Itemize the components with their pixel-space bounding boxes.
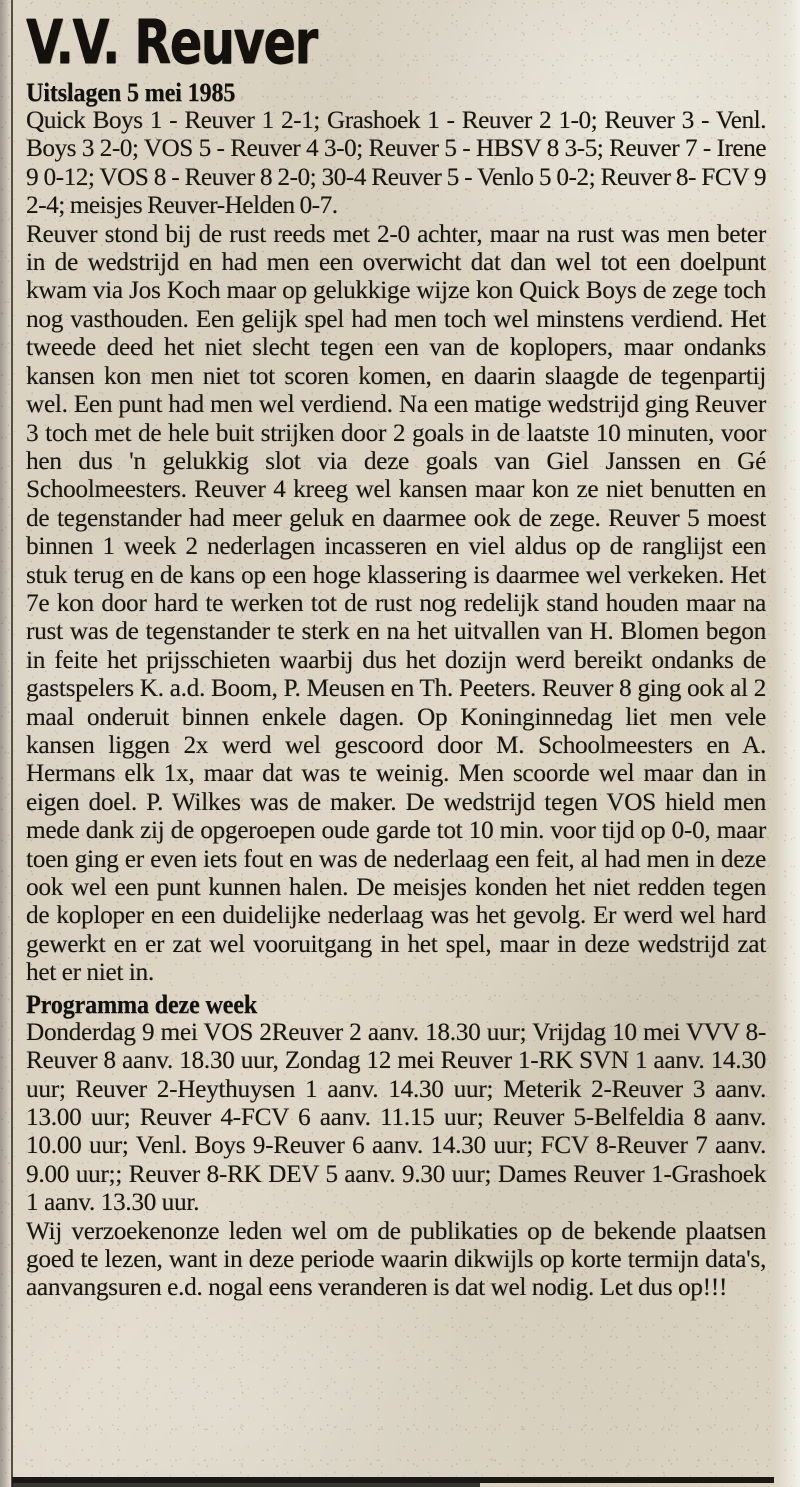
notice-text: Wij verzoekenonze leden wel om de publikaties op de bekende plaatsen goed te lezen, want in deze periode waarin dikwijls op korte termijn data's, aanvangsuren e.d. nogal eens veranderen is dat wel nodig. Let dus op!!! [26, 1217, 766, 1302]
results-heading: Uitslagen 5 mei 1985 [26, 77, 236, 107]
bottom-rule [12, 1477, 774, 1483]
programme-heading: Programma deze week [26, 989, 258, 1019]
bottom-rule-secondary [12, 1483, 480, 1487]
masthead-title: V.V. Reuver [26, 7, 317, 78]
match-report-text: Reuver stond bij de rust reeds met 2-0 achter, maar na rust was men beter in de wedstrijd en had men een overwicht dat dan wel tot een doelpunt kwam via Jos Koch maar op gelukkige wijze kon Quick Boys de zege toch nog vasthouden. Een gelijk spel had men toch wel minstens verdiend. Het tweede deed het niet slecht tegen een van de koplopers, maar ondanks kansen kon men niet tot scoren komen, en daarin slaagde de tegenpartij wel. Een punt had men wel verdiend. Na een matige wedstrijd ging Reuver 3 toch met de hele buit strijken door 2 goals in de laatste 10 minuten, voor hen dus 'n gelukkig slot via deze goals van Giel Janssen en Gé Schoolmeesters. Reuver 4 kreeg wel kansen maar kon ze niet benutten en de tegenstander had meer geluk en daarmee ook de zege. Reuver 5 moest binnen 1 week 2 nederlagen incasseren en viel aldus op de ranglijst een stuk terug en de kans op een hoge klassering is daarmee wel verkeken. Het 7e kon door hard te werken tot de rust nog redelijk stand houden maar na rust was de tegenstander te sterk en na het uitvallen van H. Blomen begon in feite het prijsschieten waarbij dus het dozijn werd bereikt ondanks de gastspelers K. a.d. Boom, P. Meusen en Th. Peeters. Reuver 8 ging ook al 2 maal onderuit binnen enkele dagen. Op Koninginnedag liet men vele kansen liggen 2x werd wel gescoord door M. Schoolmeesters en A. Hermans elk 1x, maar dat was te weinig. Men scoorde wel maar dan in eigen doel. P. Wilkes was de maker. De wedstrijd tegen VOS hield men mede dank zij de opgeroepen oude garde tot 10 min. voor tijd op 0-0, maar toen ging er even iets fout en was de nederlaag een feit, al had men in deze ook wel een punt kunnen halen. De meisjes konden het niet redden tegen de koploper en een duidelijke nederlaag was het gevolg. Er werd wel hard gewerkt en er zat wel vooruitgang in het spel, maar in deze wedstrijd zat het er niet in. [26, 220, 766, 987]
programme-text: Donderdag 9 mei VOS 2Reuver 2 aanv. 18.30 uur; Vrijdag 10 mei VVV 8-Reuver 8 aanv. 18.30 uur, Zondag 12 mei Reuver 1-RK SVN 1 aanv. 14.30 uur; Reuver 2-Heythuysen 1 aanv. 14.30 uur; Meterik 2-Reuver 3 aanv. 13.00 uur; Reuver 4-FCV 6 aanv. 11.15 uur; Reuver 5-Belfeldia 8 aanv. 10.00 uur; Venl. Boys 9-Reuver 6 aanv. 14.30 uur; FCV 8-Reuver 7 aanv. 9.00 uur;; Reuver 8-RK DEV 5 aanv. 9.30 uur; Dames Reuver 1-Grashoek 1 aanv. 13.30 uur. [26, 1018, 766, 1217]
results-text: Quick Boys 1 - Reuver 1 2-1; Grashoek 1 - Reuver 2 1-0; Reuver 3 - Venl. Boys 3 2-0; VOS 5 - Reuver 4 3-0; Reuver 5 - HBSV 8 3-5; Reuver 7 - Irene 9 0-12; VOS 8 - Reuver 8 2-0; 30-4 Reuver 5 - Venlo 5 0-2; Reuver 8- FCV 9 2-4; meisjes Reuver-Helden 0-7. [26, 107, 766, 220]
